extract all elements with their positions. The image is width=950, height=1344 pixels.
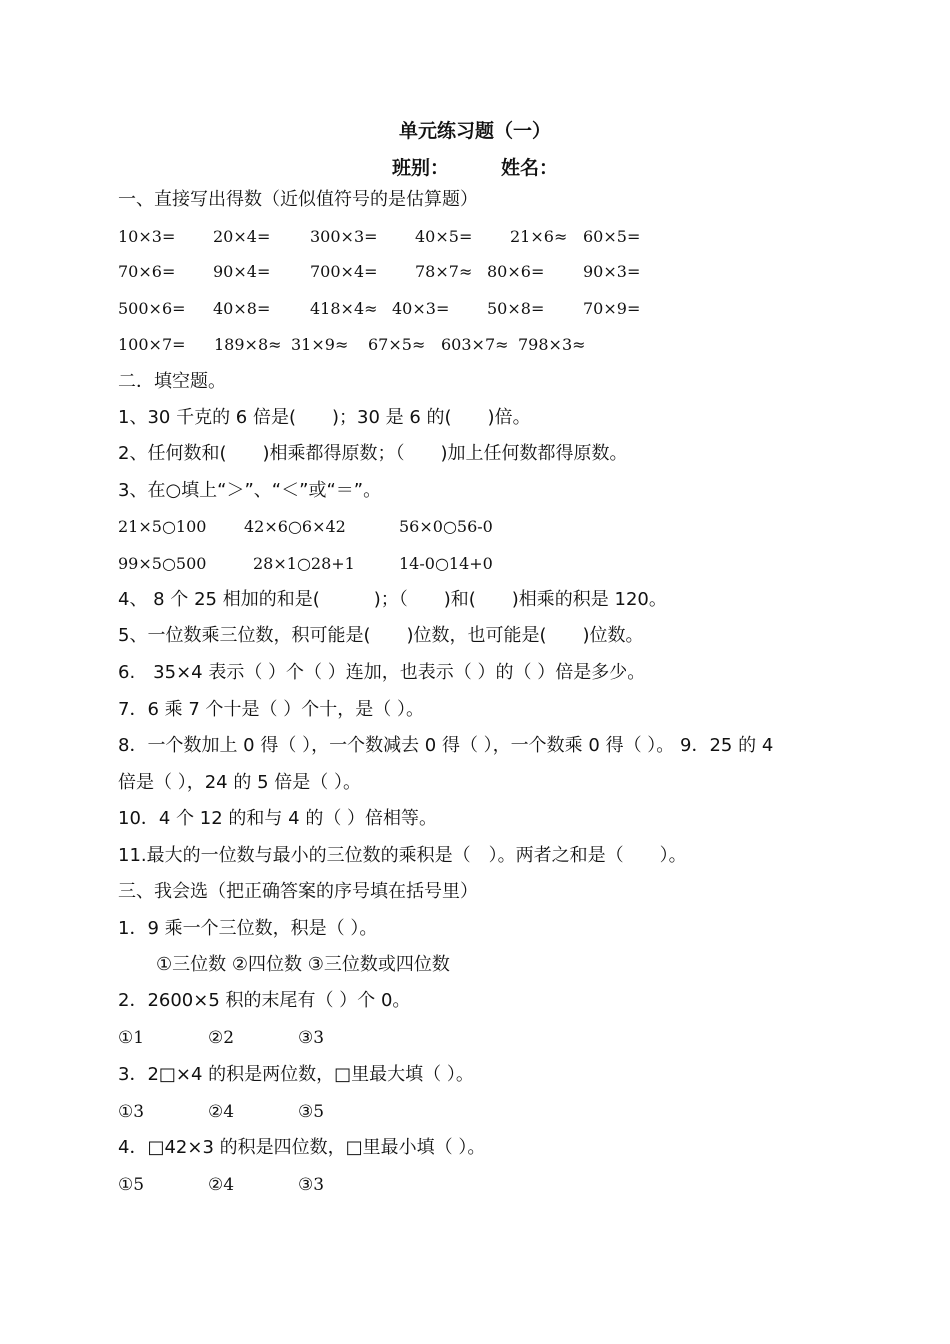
choice-q2-options	[118, 1026, 838, 1050]
compare-item: 42×6○6×42	[244, 517, 346, 536]
problem: 40×3=	[392, 299, 450, 318]
problem: 40×8=	[213, 299, 271, 318]
problem: 60×5=	[583, 227, 641, 246]
problem: 603×7≈	[441, 335, 509, 354]
name-label: 姓名：	[501, 157, 559, 179]
fill-q8: 8．一个数加上 0 得（ ），一个数减去 0 得（ ），一个数乘 0 得（ ）。 9．25 的 4	[118, 735, 774, 756]
option: ①3	[118, 1102, 145, 1122]
problem: 90×3=	[583, 262, 641, 281]
fill-q8-continued: 倍是（ ），24 的 5 倍是（ ）。	[118, 772, 361, 793]
problem: 31×9≈	[291, 335, 349, 354]
problem: 10×3=	[118, 227, 176, 246]
problem: 80×6=	[487, 262, 545, 281]
compare-row-2	[118, 552, 838, 576]
problem: 21×6≈	[510, 227, 568, 246]
option: ③3	[298, 1175, 325, 1195]
fill-q10: 10．4 个 12 的和与 4 的（ ）倍相等。	[118, 808, 438, 829]
problem: 189×8≈	[214, 335, 282, 354]
option: ③5	[298, 1102, 325, 1122]
option: ①1	[118, 1028, 145, 1048]
choice-q1-options: ①三位数 ②四位数 ③三位数或四位数	[156, 954, 450, 975]
fill-q2: 2、任何数和( )相乘都得原数；（ )加上任何数都得原数。	[118, 443, 628, 464]
fill-q11: 11.最大的一位数与最小的三位数的乘积是（ ）。两者之和是（ ）。	[118, 845, 687, 866]
option: ②2	[208, 1028, 235, 1048]
problem: 300×3=	[310, 227, 378, 246]
compare-item: 21×5○100	[118, 517, 207, 536]
option: ②4	[208, 1175, 235, 1195]
problem: 78×7≈	[415, 262, 473, 281]
compare-item: 56×0○56-0	[399, 517, 493, 536]
fill-q5: 5、一位数乘三位数，积可能是( )位数，也可能是( )位数。	[118, 625, 644, 646]
problem: 700×4=	[310, 262, 378, 281]
choice-q4: 4．□42×3 的积是四位数，□里最小填（ ）。	[118, 1137, 486, 1158]
page-title: 单元练习题（一）	[398, 120, 551, 142]
fill-q1: 1、30 千克的 6 倍是( )；30 是 6 的( )倍。	[118, 407, 531, 428]
option: ③3	[298, 1028, 325, 1048]
problem: 418×4≈	[310, 299, 378, 318]
student-info	[0, 153, 950, 180]
choice-q3-options	[118, 1100, 838, 1124]
math-row-3	[118, 297, 838, 321]
compare-item: 14-0○14+0	[399, 554, 493, 573]
math-row-4	[118, 333, 838, 357]
problem: 20×4=	[213, 227, 271, 246]
problem: 50×8=	[487, 299, 545, 318]
option: ②4	[208, 1102, 235, 1122]
problem: 90×4=	[213, 262, 271, 281]
choice-q1: 1．9 乘一个三位数，积是（ ）。	[118, 918, 378, 939]
fill-q6: 6. 35×4 表示（ ）个（ ）连加，也表示（ ）的（ ）倍是多少。	[118, 662, 646, 683]
problem: 798×3≈	[518, 335, 586, 354]
section1-heading: 一、直接写出得数（近似值符号的是估算题）	[118, 189, 478, 210]
problem: 40×5=	[415, 227, 473, 246]
fill-q7: 7．6 乘 7 个十是（ ）个十，是（ ）。	[118, 699, 424, 720]
problem: 70×9=	[583, 299, 641, 318]
problem: 70×6=	[118, 262, 176, 281]
choice-q2: 2．2600×5 积的末尾有（ ）个 0。	[118, 990, 411, 1011]
choice-q3: 3．2□×4 的积是两位数，□里最大填（ ）。	[118, 1064, 474, 1085]
option: ①5	[118, 1175, 145, 1195]
section3-heading: 三、我会选（把正确答案的序号填在括号里）	[118, 881, 478, 902]
compare-item: 99×5○500	[118, 554, 207, 573]
compare-item: 28×1○28+1	[253, 554, 355, 573]
problem: 67×5≈	[368, 335, 426, 354]
math-row-2	[118, 260, 838, 284]
compare-row-1	[118, 515, 838, 539]
fill-q3: 3、在○填上“＞”、“＜”或“＝”。	[118, 480, 382, 501]
class-label: 班别：	[391, 157, 449, 179]
fill-q4: 4、 8 个 25 相加的和是( )；（ )和( )相乘的积是 120。	[118, 589, 667, 610]
choice-q4-options	[118, 1173, 838, 1197]
problem: 100×7=	[118, 335, 186, 354]
problem: 500×6=	[118, 299, 186, 318]
math-row-1	[118, 225, 838, 249]
section2-heading: 二．填空题。	[118, 371, 226, 392]
